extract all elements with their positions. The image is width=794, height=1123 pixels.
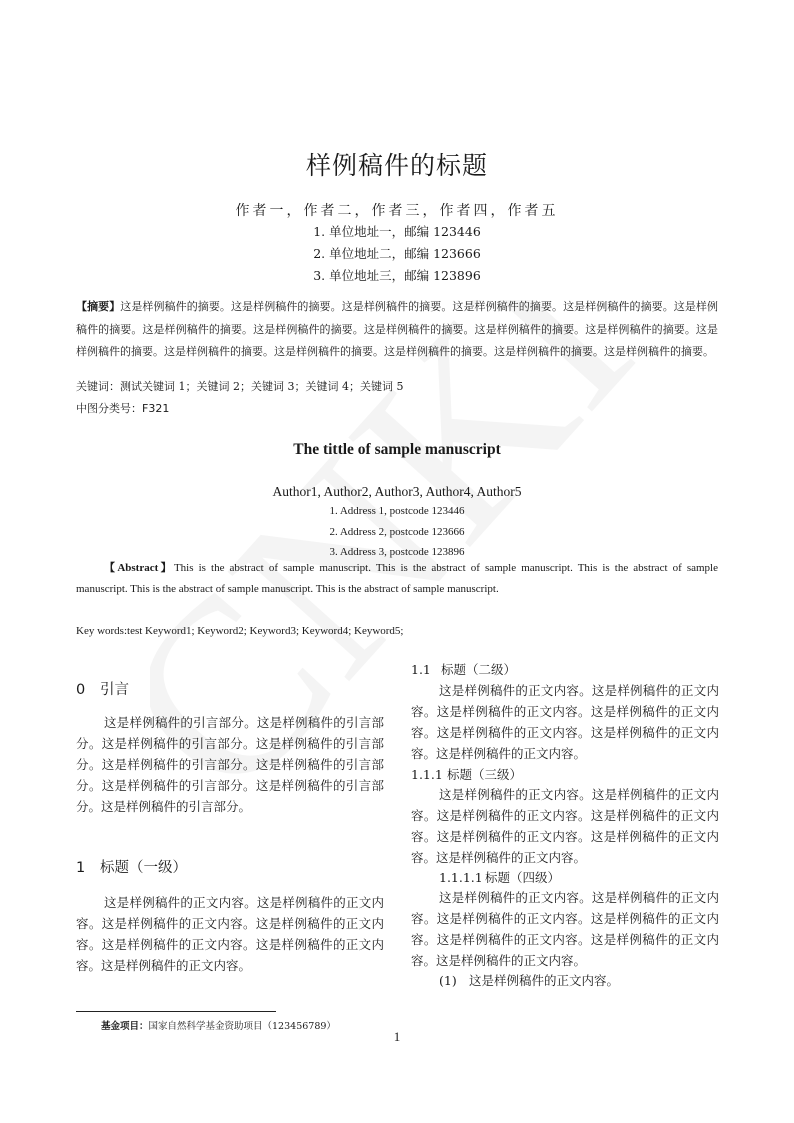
section-heading-1-1-1-1 (439, 868, 560, 886)
section1-1-1-paragraph: 这是样例稿件的正文内容。这是样例稿件的正文内容。这是样例稿件的正文内容。这是样例稿件的正文内容。这是样例稿件的正文内容。这是样例稿件的正文内容。这是样例稿件的正文内容。 (411, 787, 719, 865)
section-title: 标题（四级） (485, 870, 561, 885)
section1-1-1-1-paragraph: 这是样例稿件的正文内容。这是样例稿件的正文内容。这是样例稿件的正文内容。这是样例稿件的正文内容。这是样例稿件的正文内容。这是样例稿件的正文内容。这是样例稿件的正文内容。 (411, 890, 719, 968)
section1-1-paragraph: 这是样例稿件的正文内容。这是样例稿件的正文内容。这是样例稿件的正文内容。这是样例稿件的正文内容。这是样例稿件的正文内容。这是样例稿件的正文内容。这是样例稿件的正文内容。 (411, 683, 719, 761)
keywords-cn-label: 关键词： (76, 380, 120, 393)
section-number: 1.1.1 (411, 767, 443, 782)
keywords-cn-text: 测试关键词 1；关键词 2；关键词 3；关键词 4；关键词 5 (120, 380, 404, 393)
abstract-en-label: 【Abstract】 (104, 562, 174, 574)
intro-paragraph: 这是样例稿件的引言部分。这是样例稿件的引言部分。这是样例稿件的引言部分。这是样例稿件的引言部分。这是样例稿件的引言部分。这是样例稿件的引言部分。这是样例稿件的引言部分。这是样例稿件的引言部分。这是样例稿件的引言部分。 (76, 715, 384, 814)
section-title: 引言 (100, 682, 129, 698)
abstract-en-text: This is the abstract of sample manuscript. This is the abstract of sample manuscript. This is the abstract of sample manuscript. This is the abstract of sample manuscript. This is the abstract of sample manuscript. (76, 562, 718, 596)
section-number: 1 (76, 860, 86, 876)
paper-title: 样例稿件的标题 (305, 151, 488, 180)
list-marker: (1) (439, 973, 457, 988)
abstract-cn-text: 这是样例稿件的摘要。这是样例稿件的摘要。这是样例稿件的摘要。这是样例稿件的摘要。这是样例稿件的摘要。这是样例稿件的摘要。这是样例稿件的摘要。这是样例稿件的摘要。这是样例稿件的摘要。这是样例稿件的摘要。这是样例稿件的摘要。这是样例稿件的摘要。这是样例稿件的摘要。这是样例稿件的摘要。这是样例稿件的摘要。这是样例稿件的摘要。这是样例稿件的摘要。 (76, 300, 718, 358)
section-number: 1.1 (411, 662, 431, 677)
author-list-en: Author1, Author2, Author3, Author4, Author5 (272, 484, 522, 499)
abstract-cn-label: 【摘要】 (76, 300, 121, 313)
section-title: 标题（三级） (447, 767, 523, 782)
classification-number: 中图分类号：F321 (76, 402, 170, 415)
affiliation-en-1: 1. Address 1, postcode 123446 (329, 505, 465, 517)
page-number: 1 (393, 1029, 401, 1044)
abstract-cn (76, 296, 718, 364)
section-title: 标题（二级） (441, 662, 517, 677)
list-item (439, 971, 619, 989)
affiliation-2: 2. 单位地址二，邮编 123666 (313, 246, 481, 261)
affiliation-en-3: 3. Address 3, postcode 123896 (329, 546, 465, 558)
author-list: 作者一，作者二，作者三，作者四，作者五 (235, 203, 559, 219)
keywords-en: Key words:test Keyword1; Keyword2; Keyword3; Keyword4; Keyword5; (76, 625, 404, 637)
section-heading-0 (76, 678, 129, 699)
section-heading-1-1-1 (411, 765, 522, 783)
section-title: 标题（一级） (100, 860, 187, 876)
section1-paragraph: 这是样例稿件的正文内容。这是样例稿件的正文内容。这是样例稿件的正文内容。这是样例稿件的正文内容。这是样例稿件的正文内容。这是样例稿件的正文内容。这是样例稿件的正文内容。 (76, 895, 384, 973)
keywords-cn (76, 378, 403, 394)
footnote-label: 基金项目： (101, 1021, 149, 1032)
section-number: 1.1.1.1 (439, 870, 483, 885)
affiliation-1: 1. 单位地址一，邮编 123446 (313, 224, 481, 239)
footnote-divider (76, 1011, 276, 1012)
affiliation-en-2: 2. Address 2, postcode 123666 (329, 526, 465, 538)
watermark-text: CNKI (150, 300, 650, 800)
list-text: 这是样例稿件的正文内容。 (469, 973, 620, 988)
section-heading-1-1 (411, 660, 516, 678)
section-number: 0 (76, 682, 86, 698)
footnote-text: 国家自然科学基金资助项目（123456789） (148, 1021, 336, 1032)
affiliation-3: 3. 单位地址三，邮编 123896 (313, 268, 481, 283)
paper-title-en: The tittle of sample manuscript (293, 441, 501, 458)
abstract-en (76, 558, 718, 601)
section-heading-1 (76, 856, 187, 877)
